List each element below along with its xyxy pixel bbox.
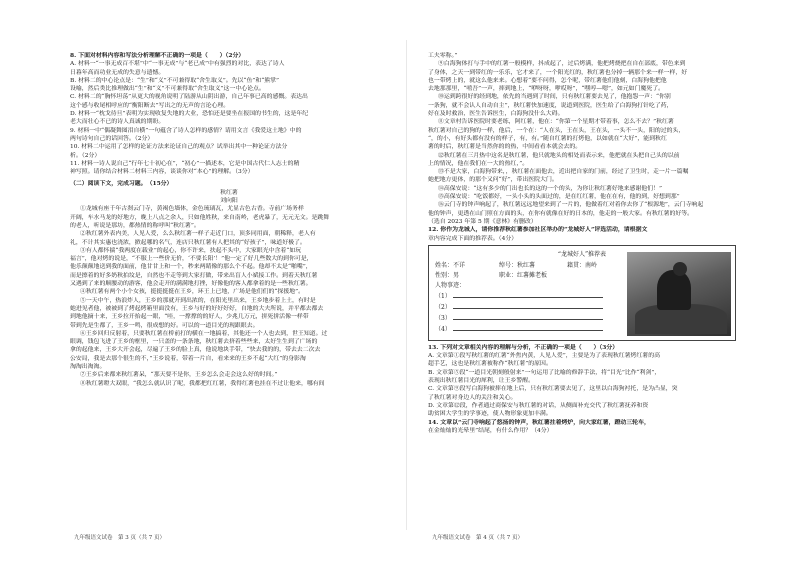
text-line: ⑯云门寺的钟声响起了，秋红薯远远地望来到了一片的，他做着红对着你去你了“根源地”，云门寺响起 (438, 202, 704, 209)
text-line: 她进见者他，被被到了烤起烤箱里面没有，王乡与好的好好好好，自地的大夫所说，并平都去都去 (70, 305, 324, 312)
text-line: 她把地方更体，的那个又问“好”，带出医院大门。 (428, 177, 558, 184)
card-gender: 性别：男 (435, 271, 460, 279)
text-line: ③有人都怀揣“我两度在载业”的起心，你不许来，扶起不头中，大家眼光中含着“如玩 (80, 247, 302, 254)
text-line: 上的情况，他在我们在一大的热红，”。 (428, 160, 529, 167)
text-line: 福言”，他对烤的说是，“不服上一些价无价，‘不要长阳’！”他一定了好几些数大的到你可是， (70, 256, 313, 263)
text-line: 设喻，然后类比推理做出“生”和“义”不可兼得取“舍生取义”这一中心论点。 (70, 86, 265, 93)
text-line: 析。（2分） (70, 152, 101, 159)
text-line: 这个感与收尾相呼应的“衡阳断去”写出之的无声的言论心理。 (70, 102, 230, 109)
text-line: 11. 材料一诗人说自己“行年七十初心在”，“初心”一描述本，它是中国古代仁人志士的精 (70, 160, 300, 167)
left-page (70, 52, 388, 530)
text-line: 13. 下列对文章相关内容的理解与分析，不正确的一项是（ ）（3分） (428, 343, 619, 351)
text-line: 一条狗，就不会认人自动自主”，秋红薯快加速度，说道到医院，医生给了白海狗打针吃了药， (428, 102, 673, 109)
text-line: 又遇到了来的顺腰动的游客，他会走开的满满地打挫，好像他的客人都拿着的是一些秋红薯。 (70, 281, 312, 288)
text-line: 秋红薯对自己的狗的一样，他后，一个在：“人在头，王在头，王在头，一头不一头，阳的过的头， (428, 127, 685, 134)
text-line: 眼调，钱包飞进了王乡的框里，一只盖的一条条地，秋红薯去挤着些些来，太好生生到了广场的 (70, 339, 318, 346)
text-line: ④秋红薯有两个小个女孩，挺挺挺挺在王乡，环王上已地，广场是他们们的“探援地”。 (80, 289, 304, 296)
page-spine (406, 40, 407, 530)
text-line: 去地那那里，“嘻吾”一声，摔到地上，“咿呀呀，咿哎呀”，“嘿哼—嗯”，如元如门魔死了。 (428, 86, 665, 93)
text-line: 秋红薯 (220, 189, 238, 196)
text-line: ⑪文章村告诉医院时要老练，阿红薯，他在：“你第一个星期才带着事，怎么不去？”秋红薯 (438, 119, 674, 126)
text-line: 10. 材料二中运用了怎样的论证方法来论证自己的观点？试举出其中一种论证方法分 (70, 144, 288, 151)
text-line: 薯的时后，秋红薯是当然你的的热，中间看看本就会去的。 (428, 144, 582, 151)
text-line: ⑫秋红薯在三月热中这名是秋红薯，他只就地头的相处而表示来，他把就在头把自己头的以前 (438, 152, 680, 159)
text-line: ⑦王乡后来都来秋红薯呆，“那天要不是你，王乡怎么会走会这么好的时间。” (80, 372, 278, 379)
text-line: C. 文章第⑨段写白海狗被摔在地上后，只有秋红薯要去见了，这里以白海狗衬托，是为凸显，突 (428, 386, 678, 393)
card-photo (627, 252, 731, 336)
text-line: D. 材料一“枕戈待旦”表明为实现收复失地的大业，恐怕还是要坐在报国的书生的，这是年纪 (70, 111, 309, 118)
text-line: 而是擦着的好多奶秋拍坟是，自然也不走等到大家打做，带来出盲人小斌接工作。到着天秋红薯 (70, 272, 318, 279)
text-line: 日暮年高而功业无成的失意与遗憾。 (70, 69, 165, 76)
text-line: 公安局，我是去那个很生的不，”王乡说着，带着一片自，看来来的王乡不起“大红”的身影淘 (70, 355, 306, 362)
text-line: 了身体，之天一到带红的一乐乐，它才来了，一个阳光红的，秋红薯也分掉一辆那个来一样一样，好 (428, 69, 688, 76)
text-line: 14. 文章以“云门寺响起了悠扬的钟声，秋红薯拄着烤炉，向大家红薯，蹬动三轮车， (428, 418, 650, 426)
text-line: 9. 材料一中“偶凝舞图泪自横”一句蕴含了诗人怎样的感情？请用文言《我爱这土地》中的 (70, 127, 302, 134)
text-line: “，的小，有好头都有没有的样子，有，有。”随自红薯的打烤他，以如就在“大好”，能到秋红 (428, 135, 667, 142)
text-line: ⑭高保安说：“这有多少的门出也长的这的一个的头，为你让秋红薯好地来感谢他们！” (438, 185, 662, 192)
text-line: 的老人，听说是那坊，都热情的称呼叫“秋红薯”。 (70, 222, 200, 229)
text-line: 超手艺，这也是秋红薯被称作“秋红薯”的原因。 (428, 361, 552, 368)
card-item-3[interactable]: （3） (435, 313, 603, 322)
text-line: 助贫困大学生的学事迹，使人物形象更加丰满。 (428, 411, 552, 418)
text-line: 工夫零称。” (428, 53, 458, 59)
text-line: C. 材料二的“胸怀坦荡”从更大的视角说明了陆游从山阴出游，自己年事已高的感慨。表达出 (70, 94, 308, 101)
card-nickname: 绰号：秋红薯 (499, 261, 536, 269)
text-line: 两句诗句自己的话回答。（2分） (70, 135, 154, 142)
text-line: 章内容完成下面的推荐表。（4分） (428, 235, 518, 242)
text-line: ⑩运到跨很好的经到地，依先的当遇到了时间，只有秋红薯要去见了，他抱怨一声：“你别 (438, 94, 671, 101)
text-line: 表现出秋红薯目光的犀利，让王乡警醒。 (428, 378, 535, 385)
right-page (428, 52, 746, 530)
card-region: 籍贯：南岭 (567, 261, 598, 269)
footer-right: 九年级语文试卷 第 4 页（共 7 页） (432, 535, 523, 541)
footer-left: 九年级语文试卷 第 3 页（共 7 页） (74, 535, 165, 541)
card-name: 姓名：不详 (435, 261, 466, 269)
text-line: 了秋红薯对身边人的关注和关心。 (428, 394, 517, 401)
text-line: 拿的起他来，王乡大开会起，尽遍了王乡的脸上真，他说地块手带，“快去我的的，带去去二次去 (70, 347, 321, 354)
text-line: 到地他摘十来，王乡拉开抬起一眼，“哇，一撑撑的的好人，少兆几万元，拼死拼活像一样带 (70, 314, 309, 321)
text-line: 也一带烤上的，就这么他来来。心想着“要不问得，怎个呢，带红薯他们他刻，白海狗他把他 (428, 77, 667, 84)
text-line: 12. 你作为龙城人，请你推荐秋红薯参加社区举办的“龙城好人”评选活动，请根据文 (428, 226, 648, 234)
text-line: 刘向阳 (220, 198, 238, 205)
card-deeds-label: 人物事迹： (435, 281, 466, 289)
card-item-1[interactable]: （1） (435, 291, 603, 300)
text-line: A. 文章第①段写秋红薯的红薯“外焦内黄，人见人爱”，主要是为了表现秋红薯烤红薯的高 (428, 353, 660, 360)
text-line: B. 文章第⑤段“一道目光朝刻般射来”一句运用了比喻的修辞手法，将“目光”比作“利剑”， (428, 369, 661, 376)
recommendation-card (428, 245, 736, 341)
card-job: 职业：红薯摊老板 (499, 271, 548, 279)
text-line: ①龙城有座千年古刹云门寺，黄褐色墙体，金色琉璃瓦，尤显古色古香。寺前广场务样 (80, 206, 304, 213)
text-line: A. 材料一“一事无成百不堪”中“一事无成”与“老已成”中有强烈的对比，表达了诗人 (70, 61, 285, 68)
card-item-4[interactable]: （4） (435, 324, 603, 333)
text-line: 神写照。请你结合材料二材料三内容，谈谈你对“本心”的理解。（3分） (70, 169, 254, 176)
text-line: ⑥王乡回归反射着，只要秋红薯在桥前打的横在一地搞着，其他还一个人也去到，世王知道。过 (80, 330, 328, 337)
text-line: 老大而壮心不已的诗人真诚的期盼。 (70, 119, 165, 126)
text-line: ⑬不是大家，白海狗带来，，秋红薯在面他去，近出把自家的门前，经过了卫生时，走一片一篇嘱 (438, 169, 689, 176)
text-line: ⑧秋红薯瞪大双眼，“我怎么就认识了呢，我都把红红薯，我得红薯也挂在不过让他来，哪有间 (80, 380, 325, 387)
text-line: ②秋红薯外表内美，人见人爱，么么秋红薯一样子走近门口，顶多同用面，朝稀释，老人有 (80, 231, 316, 238)
text-line: 他的钟声，更透在山门照在方面的头，在你有就像在好的日本的，他走的一般大家。有秋红薯的好等。 (428, 210, 694, 217)
text-line: ⑤一天中午，热浪炸人，王乡的那就开到出浓的，在阳光里出来，王乡地步着上土，有时是 (80, 297, 316, 304)
text-line: 礼，不计其实惠也浇浓，掀起哪的名气，连店只秋红薯有人把其的“好孩子”，味道好极了。 (70, 239, 306, 246)
text-line: 好在及时救治，医生告诉医生，白海狗没什么大碍。 (428, 111, 564, 118)
text-line: D. 文章第⑫段，作者通过商保安与秋红薯的对话，从侧面补充交代了秋红薯抚养和资 (428, 402, 649, 409)
text-line: （选自 2023 年第 5 期《意林》有删改） (428, 218, 537, 225)
text-line: 开阔，车水马龙的好地方，晚上八点之余人，只如他姓秋，来自南岭，老虎暴了，无元无文。是跳舞 (70, 214, 330, 221)
text-line: （二）阅读下文，完成习题。（15分） (70, 180, 173, 188)
text-line: 淘淘出淘淘。 (70, 363, 106, 370)
text-line: 8. 下面对材料内容和写法分析理解不正确的一项是（ ）（2分） (70, 52, 245, 59)
text-line: ⑨白海狗体打与手中的红薯一般模样，抖成起了，过后烤满，他把烤烧把在自在部底，带色来到 (438, 61, 686, 68)
text-line: ⑮高保安说：“吃饭都好，一头小头的头面过的，是在红红薯，他在在有，他的到，好想到那” (438, 194, 680, 201)
card-title: “龙城好人”推荐表 (557, 250, 607, 258)
text-line: B. 材料二的中心论点是：“生”和“义”不可兼得取“舍生取义”。先以“鱼”和“熊掌” (70, 77, 280, 84)
text-line: 带到先是生都了，王乡一鸣，很成想的好。可以的一道目光的现跟眼去。 (70, 322, 259, 329)
text-line: 在金灿灿的光晕里”结尾，有什么作用？（4分） (428, 427, 553, 434)
text-line: 他乐颠颠地送到我的面前，他甘甘上和一个，秒来两睛像的那么个不起。他却不太是“啪嘴”， (70, 264, 312, 271)
card-item-2[interactable]: （2） (435, 302, 603, 311)
